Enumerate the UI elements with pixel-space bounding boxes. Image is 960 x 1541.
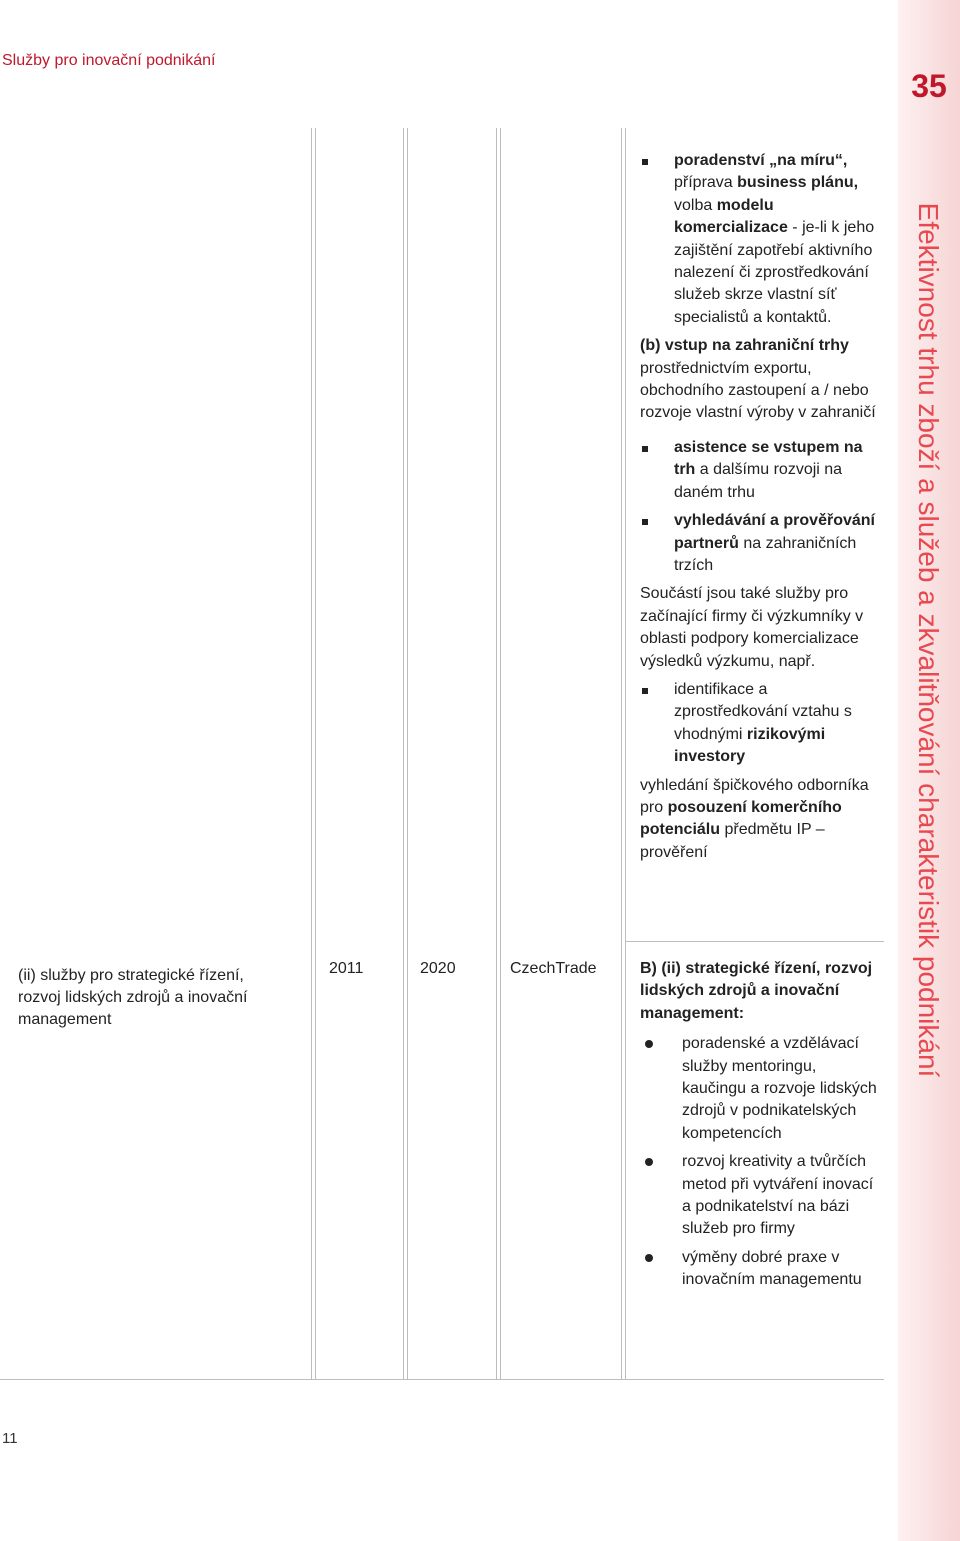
section-heading: B) (ii) strategické řízení, rozvoj lidských zdrojů a inovační management:	[640, 960, 873, 1022]
paragraph: Součástí jsou také služby pro začínající firmy či výzkumníky v oblasti podpory komercializace výsledků výzkumu, např.	[640, 585, 864, 670]
paragraph-text: předmětu IP – prověření	[640, 821, 825, 861]
paragraph-text: vyhledání špičkového odborníka pro	[640, 776, 869, 816]
item-text: poradenské a vzdělávací služby mentoringu, kaučingu a rozvoje lidských zdrojů v podnikatelských kompetencích	[682, 1035, 877, 1142]
paragraph	[640, 775, 880, 865]
table-divider	[403, 128, 408, 1380]
square-bullet-icon	[642, 159, 648, 165]
item-text: volba	[674, 196, 717, 214]
list-item	[640, 1151, 880, 1241]
item-bold: asistence se vstupem na trh	[674, 438, 863, 479]
table-divider	[496, 128, 501, 1380]
section-b-paragraph	[640, 335, 880, 425]
item-text: na zahraničních trzích	[674, 534, 857, 574]
footnote-number: 11	[2, 1430, 18, 1447]
item-bold: rizikovými investory	[674, 725, 826, 766]
list-item	[640, 150, 880, 329]
table-divider	[311, 128, 316, 1380]
item-bold: modelu komercializace	[674, 196, 788, 237]
section-b-text: prostřednictvím exportu, obchodního zastoupení a / nebo rozvoje vlastní výroby v zahraničí	[640, 359, 876, 422]
item-text: a dalšímu rozvoji na daném trhu	[674, 461, 843, 501]
square-bullet-icon	[642, 688, 648, 694]
year-from: 2011	[329, 960, 364, 977]
square-bullet-icon	[642, 519, 648, 525]
bullet-dot-icon	[645, 1040, 653, 1048]
agency-cell	[510, 958, 597, 980]
list-item	[640, 679, 880, 769]
bullet-dot-icon	[645, 1158, 653, 1166]
section-b-heading: (b) vstup na zahraniční trhy	[640, 337, 849, 355]
running-header: Služby pro inovační podnikání	[2, 52, 216, 69]
list-item	[640, 510, 880, 577]
list-item	[640, 1033, 880, 1145]
item-bold: vyhledávání a prověřování partnerů	[674, 512, 875, 552]
page-number: 35	[911, 68, 947, 104]
agency-name: CzechTrade	[510, 960, 597, 977]
description-cell-lower	[640, 958, 880, 1292]
item-text: výměny dobré praxe v inovačním managementu	[682, 1248, 862, 1289]
row-name-cell	[18, 965, 280, 1031]
paragraph-bold: posouzení komerčního potenciálu	[640, 798, 842, 839]
row-divider	[626, 941, 884, 942]
year-from-cell	[329, 958, 363, 980]
year-to-cell	[420, 958, 456, 980]
description-cell-upper	[640, 150, 880, 864]
item-bold: poradenství „na míru“,	[674, 152, 848, 169]
table-divider	[621, 128, 626, 1380]
table-bottom-border	[0, 1379, 884, 1380]
square-bullet-icon	[642, 446, 648, 452]
item-text: příprava	[674, 174, 738, 192]
row-name: (ii) služby pro strategické řízení, rozvoj lidských zdrojů a inovační management	[18, 967, 248, 1028]
list-item	[640, 437, 880, 504]
item-text: - je-li k jeho zajištění zapotřebí aktivního nalezení či zprostředkování služeb skrze vlastní síť specialistů a kontaktů.	[674, 219, 875, 326]
year-to: 2020	[420, 960, 456, 977]
item-bold: business plánu,	[737, 174, 859, 192]
chapter-title-vertical: Efektivnost trhu zboží a služeb a zkvalitňování charakteristik podnikání	[913, 202, 944, 1078]
list-item	[640, 1247, 880, 1292]
bullet-dot-icon	[645, 1254, 653, 1262]
item-text: rozvoj kreativity a tvůrčích metod při vytváření inovací a podnikatelství na bázi služeb pro firmy	[682, 1153, 874, 1238]
item-text: identifikace a zprostředkování vztahu s vhodnými	[674, 680, 852, 743]
